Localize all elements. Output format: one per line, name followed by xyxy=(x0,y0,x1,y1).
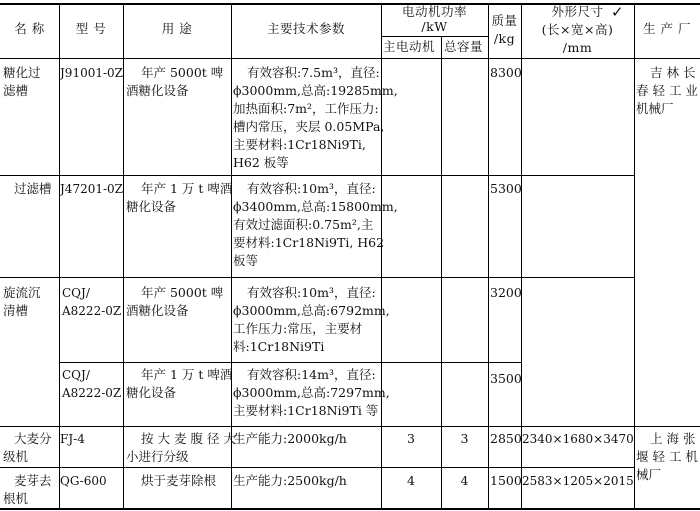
row-model: A8222-0Z xyxy=(62,304,122,318)
row-divider xyxy=(59,362,521,363)
power-subheader-divider xyxy=(381,36,488,37)
row-params: H62 板等 xyxy=(233,155,289,170)
header-mass-unit: /kg xyxy=(493,31,516,46)
row-maker: 上 海 张 xyxy=(650,431,696,446)
header-dims-unit: /mm xyxy=(562,40,593,55)
row-params: 槽内常压，夹层 0.05MPa, xyxy=(233,119,385,134)
row-params: 板等 xyxy=(233,253,259,268)
row-model: J91001-0Z xyxy=(60,66,124,80)
header-main-motor: 主电动机 xyxy=(383,39,436,54)
header-power-unit: /kW xyxy=(421,19,448,34)
row-main-motor: 3 xyxy=(407,431,415,446)
row-total: 4 xyxy=(460,473,469,488)
row-model: QG-600 xyxy=(60,474,107,488)
row-params: 有效容积:14m³，直径: xyxy=(247,367,376,382)
row-model: CQJ/ xyxy=(62,286,90,300)
col-divider xyxy=(634,3,635,510)
row-mass: 8300 xyxy=(490,65,522,80)
row-mass: 2850 xyxy=(490,431,522,446)
row-use: 年产 5000t 啤 xyxy=(141,285,224,300)
row-params: 要材料:1Cr18Ni9Ti, H62 xyxy=(233,235,385,250)
row-model: CQJ/ xyxy=(62,368,90,382)
row-mass: 3500 xyxy=(490,371,522,386)
row-divider xyxy=(0,426,700,427)
row-use: 小进行分级 xyxy=(126,449,189,464)
row-divider xyxy=(0,175,634,176)
row-divider xyxy=(0,277,634,278)
row-params: 生产能力:2000kg/h xyxy=(233,431,347,446)
row-params: 加热面积:7m²，工作压力: xyxy=(233,101,379,116)
header-bottom-border xyxy=(0,58,700,59)
row-name: 滤槽 xyxy=(3,83,29,98)
row-use: 年产 1 万 t 啤酒 xyxy=(141,367,233,382)
row-params: 主要材料:1Cr18Ni9Ti 等 xyxy=(233,403,379,418)
row-maker: 吉 林 长 xyxy=(650,65,696,80)
row-use: 酒糖化设备 xyxy=(126,83,189,98)
row-params: ϕ3000mm,总高:19285mm, xyxy=(233,83,398,98)
row-name: 过滤槽 xyxy=(14,181,52,196)
row-use: 糖化设备 xyxy=(126,385,177,400)
row-params: 料:1Cr18Ni9Ti xyxy=(233,339,325,354)
row-maker: 春 轻 工 业 xyxy=(636,83,698,98)
row-params: 工作压力:常压，主要材 xyxy=(233,321,363,336)
header-power: 电动机功率 xyxy=(401,4,467,19)
row-params: 生产能力:2500kg/h xyxy=(233,473,347,488)
row-dims: 2583×1205×2015 xyxy=(522,474,634,488)
row-model: FJ-4 xyxy=(60,432,85,446)
row-params: 有效容积:7.5m³，直径: xyxy=(247,65,380,80)
row-mass: 3200 xyxy=(490,285,522,300)
row-params: 有效容积:10m³，直径: xyxy=(247,181,376,196)
row-maker: 械厂 xyxy=(636,467,662,482)
row-model: J47201-0Z xyxy=(60,182,124,196)
header-use: 用 途 xyxy=(161,21,193,36)
row-total: 3 xyxy=(460,431,469,446)
header-total-capacity: 总容量 xyxy=(444,39,484,54)
row-params: 有效过滤面积:0.75m²,主 xyxy=(233,217,374,232)
header-dims-sub: (长×宽×高) xyxy=(541,22,614,37)
row-mass: 1500 xyxy=(490,473,522,488)
row-maker: 堰 轻 工 机 xyxy=(636,449,698,464)
header-params: 主要技术参数 xyxy=(266,21,345,36)
row-name: 大麦分 xyxy=(14,431,52,446)
row-name: 清槽 xyxy=(3,303,29,318)
row-params: 主要材料:1Cr18Ni9Ti, xyxy=(233,137,366,152)
table-bottom-border xyxy=(0,508,700,510)
header-name: 名 称 xyxy=(14,21,45,36)
row-name: 糖化过 xyxy=(3,65,41,80)
col-divider xyxy=(123,3,124,510)
row-use: 年产 5000t 啤 xyxy=(141,65,224,80)
header-mass: 质量 xyxy=(491,13,518,28)
check-mark: ✓ xyxy=(611,3,624,21)
header-dims: 外形尺寸 xyxy=(551,4,604,19)
col-divider xyxy=(488,3,489,510)
row-name: 旋流沉 xyxy=(3,285,41,300)
row-use: 酒糖化设备 xyxy=(126,303,189,318)
header-model: 型 号 xyxy=(75,21,107,36)
row-params: ϕ3000mm,总高:6792mm, xyxy=(233,303,390,318)
row-params: ϕ3000mm,总高:7297mm, xyxy=(233,385,390,400)
row-name: 根机 xyxy=(3,491,29,506)
row-mass: 5300 xyxy=(490,181,522,196)
row-use: 年产 1 万 t 啤酒 xyxy=(141,181,233,196)
header-maker: 生 产 厂 xyxy=(643,21,691,36)
row-params: ϕ3400mm,总高:15800mm, xyxy=(233,199,398,214)
row-divider xyxy=(0,467,634,468)
row-name: 级机 xyxy=(3,449,29,464)
row-maker: 机械厂 xyxy=(636,101,674,116)
row-params: 有效容积:10m³，直径: xyxy=(247,285,376,300)
row-use: 按 大 麦 腹 径 大 xyxy=(141,431,236,446)
row-main-motor: 4 xyxy=(407,473,415,488)
row-dims: 2340×1680×3470 xyxy=(522,432,634,446)
row-model: A8222-0Z xyxy=(62,386,122,400)
row-use: 烘于麦芽除根 xyxy=(141,473,217,488)
row-name: 麦芽去 xyxy=(14,473,52,488)
row-use: 糖化设备 xyxy=(126,199,177,214)
